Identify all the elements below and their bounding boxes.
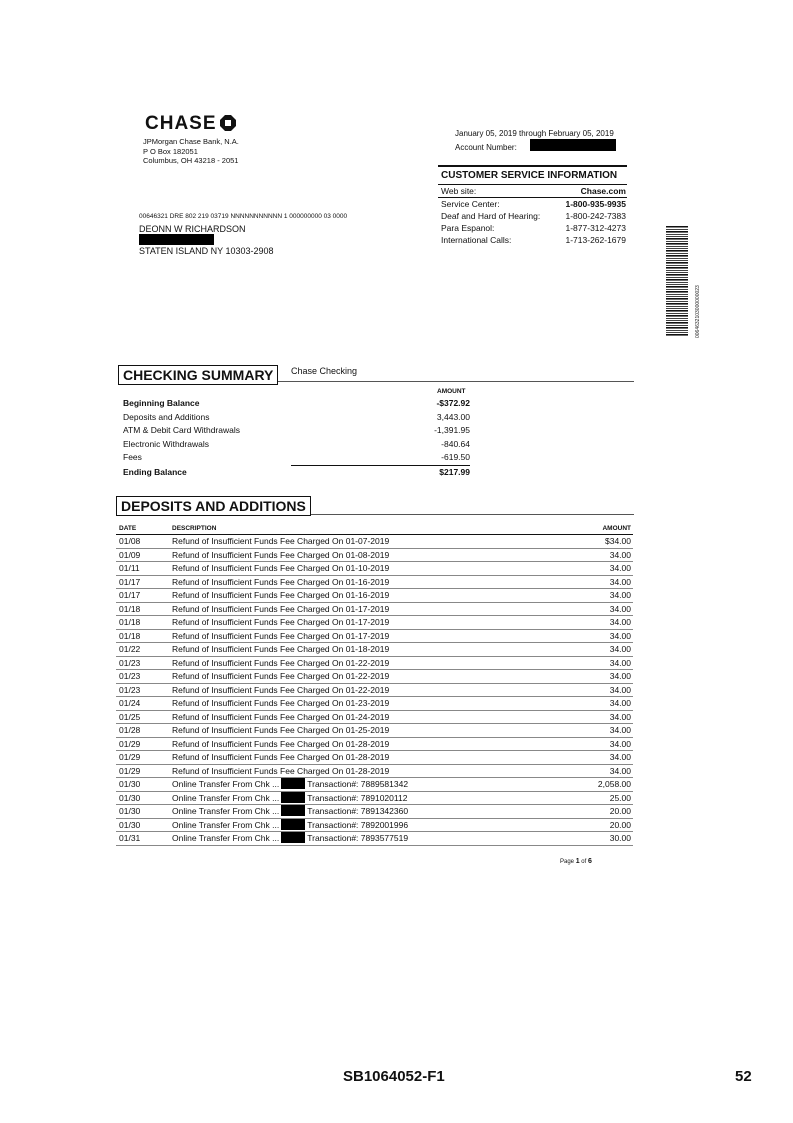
summary-table xyxy=(123,397,470,479)
table-row xyxy=(116,778,633,792)
transfer-rows xyxy=(116,778,633,846)
row-description: Refund of Insufficient Funds Fee Charged On 01-24-2019 xyxy=(172,711,390,722)
row-date: 01/30 xyxy=(119,819,141,830)
bank-address-line: Columbus, OH 43218 - 2051 xyxy=(143,156,239,165)
cs-label: Service Center: xyxy=(441,199,500,209)
row-description: Refund of Insufficient Funds Fee Charged On 01-16-2019 xyxy=(172,590,390,600)
transaction-number: Transaction#: 7893577519 xyxy=(307,833,409,843)
chase-logo xyxy=(145,113,236,135)
row-description: Refund of Insufficient Funds Fee Charged On 01-23-2019 xyxy=(172,698,390,708)
row-description: Refund of Insufficient Funds Fee Charged On 01-10-2019 xyxy=(172,563,390,573)
cs-row-deaf xyxy=(438,210,627,222)
checking-summary-title: CHECKING SUMMARY xyxy=(118,365,278,385)
table-row xyxy=(116,711,633,725)
row-description: Refund of Insufficient Funds Fee Charged On 01-22-2019 xyxy=(172,657,390,668)
summary-label: Ending Balance xyxy=(123,466,187,477)
table-row xyxy=(116,738,633,752)
row-amount: 34.00 xyxy=(609,765,631,776)
row-date: 01/30 xyxy=(119,779,141,789)
cs-value[interactable]: Chase.com xyxy=(580,186,626,196)
cs-row-website xyxy=(438,185,627,198)
transfer-text: Online Transfer From Chk ... xyxy=(172,806,280,816)
barcode-number: 0064632103000000023 xyxy=(695,285,701,338)
row-description: Refund of Insufficient Funds Fee Charged On 01-28-2019 xyxy=(172,738,390,749)
row-amount: 34.00 xyxy=(609,738,631,749)
cs-value: 1-800-242-7383 xyxy=(565,211,626,221)
row-date: 01/18 xyxy=(119,603,141,614)
row-description xyxy=(172,778,531,791)
row-amount: 30.00 xyxy=(609,833,631,843)
table-row xyxy=(116,832,633,846)
bank-address-line: JPMorgan Chase Bank, N.A. xyxy=(143,137,239,146)
row-date: 01/22 xyxy=(119,644,141,654)
row-description xyxy=(172,832,531,845)
row-date: 01/24 xyxy=(119,698,141,708)
bank-address-line: P O Box 182051 xyxy=(143,146,198,156)
summary-label: Fees xyxy=(123,452,142,462)
summary-row xyxy=(123,451,470,465)
summary-amount: -840.64 xyxy=(441,438,470,449)
summary-amount-header: AMOUNT xyxy=(437,388,466,395)
row-amount: 34.00 xyxy=(609,684,631,695)
account-redaction xyxy=(281,805,305,816)
row-description: Refund of Insufficient Funds Fee Charged On 01-18-2019 xyxy=(172,644,390,654)
summary-row-total xyxy=(123,465,470,480)
cs-label: Deaf and Hard of Hearing: xyxy=(441,211,541,221)
header-date: DATE xyxy=(119,525,137,532)
row-description: Refund of Insufficient Funds Fee Charged On 01-17-2019 xyxy=(172,630,390,641)
row-description xyxy=(172,819,531,832)
summary-row xyxy=(123,424,470,438)
header-amount: AMOUNT xyxy=(602,525,631,532)
row-date: 01/30 xyxy=(119,792,141,803)
summary-amount: 3,443.00 xyxy=(436,411,470,422)
address-redaction xyxy=(139,234,214,245)
logo-text: CHASE xyxy=(145,113,217,134)
table-row xyxy=(116,805,633,819)
account-redaction xyxy=(281,832,305,843)
table-row xyxy=(116,535,633,549)
transfer-text: Online Transfer From Chk ... xyxy=(172,833,280,843)
customer-service-box xyxy=(438,165,627,246)
customer-service-title: CUSTOMER SERVICE INFORMATION xyxy=(438,165,627,185)
barcode-icon xyxy=(666,226,688,336)
table-row xyxy=(116,751,633,765)
table-row xyxy=(116,765,633,779)
summary-label: Beginning Balance xyxy=(123,398,200,408)
transaction-number: Transaction#: 7891020112 xyxy=(307,792,408,803)
cs-value: 1-713-262-1679 xyxy=(565,235,626,245)
row-date: 01/18 xyxy=(119,630,141,641)
row-date: 01/28 xyxy=(119,725,141,735)
row-amount: 34.00 xyxy=(609,698,631,708)
account-redaction xyxy=(281,778,305,789)
row-amount: 25.00 xyxy=(609,792,631,803)
table-row xyxy=(116,684,633,698)
table-row xyxy=(116,670,633,684)
row-amount: 20.00 xyxy=(609,819,631,830)
account-number-redaction xyxy=(530,139,616,151)
row-date: 01/11 xyxy=(119,563,140,573)
row-description: Refund of Insufficient Funds Fee Charged On 01-07-2019 xyxy=(172,536,390,546)
row-amount: 34.00 xyxy=(609,590,631,600)
row-amount: 34.00 xyxy=(609,752,631,762)
row-date: 01/08 xyxy=(119,536,141,546)
row-amount: $34.00 xyxy=(605,536,631,546)
table-row xyxy=(116,697,633,711)
bank-address xyxy=(143,137,239,166)
cs-label: Web site: xyxy=(441,186,477,196)
summary-row xyxy=(123,397,470,411)
summary-amount: $217.99 xyxy=(439,466,470,477)
deposits-header-row xyxy=(116,523,633,535)
chase-octagon-icon xyxy=(220,115,236,131)
row-amount: 34.00 xyxy=(609,630,631,641)
row-description: Refund of Insufficient Funds Fee Charged On 01-16-2019 xyxy=(172,576,390,587)
summary-amount: -1,391.95 xyxy=(434,425,470,435)
transfer-text: Online Transfer From Chk ... xyxy=(172,819,280,830)
cs-value: 1-800-935-9935 xyxy=(565,199,626,209)
summary-amount: -619.50 xyxy=(441,452,470,462)
account-number-label: Account Number: xyxy=(455,143,517,152)
row-amount: 34.00 xyxy=(609,576,631,587)
row-description: Refund of Insufficient Funds Fee Charged On 01-28-2019 xyxy=(172,752,390,762)
row-date: 01/23 xyxy=(119,671,141,681)
row-amount: 2,058.00 xyxy=(597,779,631,789)
summary-amount: -$372.92 xyxy=(436,398,470,408)
row-description: Refund of Insufficient Funds Fee Charged On 01-22-2019 xyxy=(172,684,390,695)
table-row xyxy=(116,630,633,644)
summary-row xyxy=(123,411,470,425)
row-amount: 20.00 xyxy=(609,806,631,816)
pager-of: of xyxy=(581,859,587,865)
row-amount: 34.00 xyxy=(609,644,631,654)
cs-label: International Calls: xyxy=(441,235,512,245)
transfer-text: Online Transfer From Chk ... xyxy=(172,779,280,789)
table-row xyxy=(116,549,633,563)
row-amount: 34.00 xyxy=(609,725,631,735)
table-row xyxy=(116,724,633,738)
transfer-text: Online Transfer From Chk ... xyxy=(172,792,280,803)
mail-code-line: 00646321 DRE 802 219 03719 NNNNNNNNNNN 1 000000000 03 0000 xyxy=(139,213,348,220)
table-row xyxy=(116,792,633,806)
transaction-number: Transaction#: 7891342360 xyxy=(307,806,409,816)
cs-label: Para Espanol: xyxy=(441,223,495,233)
table-row xyxy=(116,576,633,590)
row-description: Refund of Insufficient Funds Fee Charged On 01-22-2019 xyxy=(172,671,390,681)
row-date: 01/31 xyxy=(119,833,141,843)
row-description xyxy=(172,792,531,805)
account-redaction xyxy=(281,819,305,830)
row-amount: 34.00 xyxy=(609,671,631,681)
deposits-rows xyxy=(116,535,633,778)
cs-value: 1-877-312-4273 xyxy=(565,223,626,233)
account-redaction xyxy=(281,792,305,803)
summary-label: Electronic Withdrawals xyxy=(123,438,209,449)
row-date: 01/17 xyxy=(119,590,141,600)
statement-period: January 05, 2019 through February 05, 2019 xyxy=(455,129,614,138)
cs-row-espanol xyxy=(438,222,627,234)
row-date: 01/29 xyxy=(119,752,141,762)
row-amount: 34.00 xyxy=(609,617,631,627)
footer-page-number: 52 xyxy=(735,1068,752,1085)
row-date: 01/17 xyxy=(119,576,141,587)
table-row xyxy=(116,643,633,657)
deposits-table xyxy=(116,523,633,846)
transaction-number: Transaction#: 7889581342 xyxy=(307,779,409,789)
cs-row-service-center xyxy=(438,198,627,210)
row-date: 01/23 xyxy=(119,684,141,695)
table-row xyxy=(116,616,633,630)
row-description: Refund of Insufficient Funds Fee Charged On 01-17-2019 xyxy=(172,617,390,627)
pager-prefix: Page xyxy=(560,859,575,865)
table-row xyxy=(116,603,633,617)
row-description: Refund of Insufficient Funds Fee Charged On 01-25-2019 xyxy=(172,725,390,735)
cs-row-international xyxy=(438,234,627,246)
pager-current: 1 xyxy=(575,858,580,865)
row-date: 01/30 xyxy=(119,806,141,816)
summary-label: ATM & Debit Card Withdrawals xyxy=(123,425,240,435)
page-indicator xyxy=(560,858,592,865)
deposits-title: DEPOSITS AND ADDITIONS xyxy=(116,496,311,516)
row-date: 01/29 xyxy=(119,765,141,776)
row-date: 01/18 xyxy=(119,617,141,627)
row-date: 01/25 xyxy=(119,711,141,722)
table-row xyxy=(116,589,633,603)
customer-name: DEONN W RICHARDSON xyxy=(139,224,246,234)
header-description: DESCRIPTION xyxy=(172,525,217,532)
row-date: 01/23 xyxy=(119,657,141,668)
row-date: 01/09 xyxy=(119,549,141,560)
row-amount: 34.00 xyxy=(609,603,631,614)
checking-summary-subtitle: Chase Checking xyxy=(291,366,358,376)
row-description: Refund of Insufficient Funds Fee Charged On 01-17-2019 xyxy=(172,603,390,614)
row-amount: 34.00 xyxy=(609,563,631,573)
row-date: 01/29 xyxy=(119,738,141,749)
row-amount: 34.00 xyxy=(609,657,631,668)
row-description: Refund of Insufficient Funds Fee Charged On 01-28-2019 xyxy=(172,765,390,776)
row-amount: 34.00 xyxy=(609,549,631,560)
summary-label: Deposits and Additions xyxy=(123,411,210,422)
table-row xyxy=(116,819,633,833)
footer-document-id: SB1064052-F1 xyxy=(343,1068,445,1085)
table-row xyxy=(116,562,633,576)
summary-row xyxy=(123,438,470,452)
table-row xyxy=(116,657,633,671)
row-description: Refund of Insufficient Funds Fee Charged On 01-08-2019 xyxy=(172,549,390,560)
row-amount: 34.00 xyxy=(609,711,631,722)
pager-total: 6 xyxy=(587,858,592,865)
customer-city: STATEN ISLAND NY 10303-2908 xyxy=(139,246,274,256)
row-description xyxy=(172,805,531,818)
transaction-number: Transaction#: 7892001996 xyxy=(307,819,409,830)
